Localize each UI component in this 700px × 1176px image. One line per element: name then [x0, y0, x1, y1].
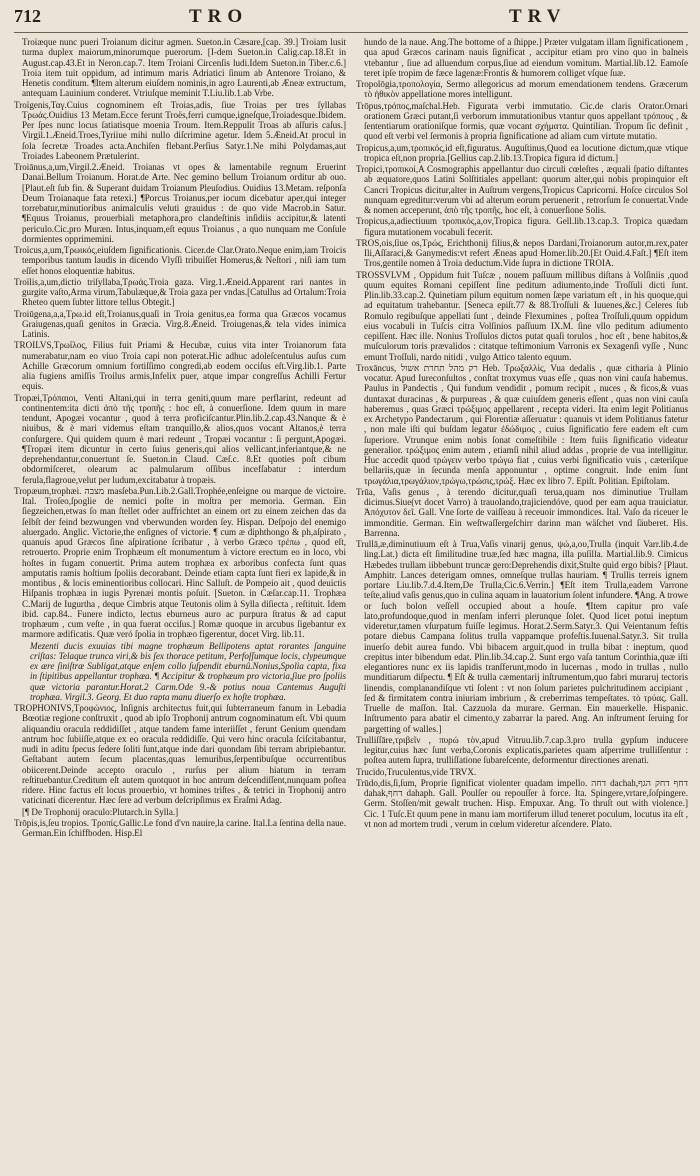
dictionary-entry: Tropæi,Τρόπαιοι, Venti Altani,qui in terra geniti,quum mare perflarint, redeunt ad continentem:ita dicti ἀπὸ τῆς τροπῆς : hoc eſt, à conuerſione. Idem quum in mare tendunt, Apogæi vocantur , quod à terra proficiſcantur.Plin.lib.2.cap.43.Nanque & è niuibus, & è mari videmus eſtam tranquillo,& alios,quos vocant Altanos,è terra conſurgere. Qui quidem quum è mari redeunt , Tropæi vocantur : ſi pergunt,Apogæi. ¶Tropæi item dicuntur in certo ſuius generis,qui alios vellicant,inferiantque,& ne deprehendantur,conuertunt ſe. Sueton.in Claud. Cæſ.c. 8.Et quoties poſt cibum obdormiſceret, olearum ac palmularum oſſibus incefſabatur : interdum ferula,flagroue,velut per ludum,excitabatur à tropæis.: [14, 392, 346, 485]
dictionary-entry: Troïlis,a,um,dictio triſyllaba,Τρωάς.Troia gaza. Virg.1.Æneid.Apparent rari nantes in gurgite vaſto,Arma virum,Tabulæque,& Troia gaza per vndas.[Catullus ad Ortalum:Troia Rheteo quem ſubter littore tellus Obtegit.]: [14, 276, 346, 308]
dictionary-entry: Troiānus,a,um,Virgil.2.Æneid. Troianas vt opes & lamentabile regnum Eruerint Danai.Bellum Troianum. Horat.de Arte. Nec gemino bellum Troianum orditur ab ouo. [Plaut.eſt ſub fin. & Superant duidam Troianum Pleuſodius. Ouidius 13.Metam. reſponſa Deum Troianaque fata retexi.] ¶Porcus Troianus,per iocum dicebatur aper,qui integer torrebatur,minutioribus animalculis veluti grauidus : de quo vide Macrob.in Satur. ¶Equus Troianus, prouerbiali metaphora,pro clandeſtinis inſidiis accipitur,& latenti periculo.Cic.pro Muræn. Intus,inquam,eſt equus Troianus , a quo nunquam me Conſule dormientes opprimemini.: [14, 162, 346, 244]
dictionary-entry: Trōpus,τρόπος,maſchal.Heb. Figurata verbi immutatio. Cic.de claris Orator.Ornari orationem Græci putant,ſi verborum immutationibus vtantur quos appellant τρόπους , & ſententiarum orationiſque formis, quæ vocant σχήματα. Quintilian. Tropum ſic definit , quod eſt verbi vel ſermonis à propria ſignificatione ad aliam cum virtute mutatio.: [356, 100, 688, 142]
dictionary-entry: Trūdo,dis,ſi,ſum, Proprie ſignificat violenter quadam impello. דחה dachah,דחף דחק הגף dahak,דחף dahaph. Gall. Poulſer ou repouſſer à force. Ita. Spingere,vrtare,ſoſpingere. Germ. Stoſſen/mit gewalt truchen. Hisp. Empuxar. Ang. To thruſt out with violence.] Cic. 1 Tuſc.Et quum pene in manu iam mortiferum illud teneret poculum, locutus ita eſt , vt non ad mortem trudi , verum in cœlum videretur aſcendere. Plato.: [356, 777, 688, 829]
dictionary-entry: Troiæque nunc pueri Troianum dicitur agmen. Sueton.in Cæsare,[cap. 39.] Troiam lusit turma duplex maiorum,minorumque puerorum. [I-dem Sueton.in Calig.cap.18.Et in August.cap.43.Et in Neron.cap.7. Item Troiani Circenſis ludi.Idem Sueton.in Tiber.c.6.] Troia item tuit oppidum, ad intimum maris Adriatici ſinum ab Antenore Troiano, & Henetis conditum. ¶Item alterum eiuſdem nominis,in agro Laurenti,ab Æneæ extructum, antequam Lauinium conderet. Vtriuſque meminit T.Liu.lib.1.ab Vrbe.: [22, 37, 346, 99]
dictionary-entry: Tropicus,a,adiectiuum τροπικός,a,ον,Tropica figura. Gell.lib.13.cap.3. Tropica quædam figura mutationem vocabuli fecerit.: [356, 216, 688, 237]
dictionary-entry: [¶ De Trophonij oraculo:Plutarch.in Sylla.]: [22, 806, 179, 817]
dictionary-entry: TROPHONIVS,Τροφώνιος, Inſignis architectus fuit,qui ſubterraneum fanum in Lebadia Bœotiæ regione conſtruxit , quod ab ipſo Trophonij antrum cognominatum eſt. Vbi quum aliquandiu oracula reddidiſſet , atque tandem fame interiiſſet , ferunt Genium quendam antrum hoc ſubiiſſe,atque ex eo oracula reddidiſſe. Qui vero hinc oracula ſciſcitabantur, nudi in aditu ſpecus ſedere ſoliti ſunt,atque inde dari quondam ſibi terram abripiebantur. Geſtabant autem ſecum placentas,quas lemuribus,ſerpentibuſque occurrentibus obiicerent.Deinde accepto oraculo , rurſus per alium hiatum in terram reſtituebantur.Creditum eſt autem quotquot in hoc antrum deſcendiſſent,nunquam poſtea ridere. Hinc factus eſt locus prouerbio, vt homines triſtes , & tetrici in Trophonij antro vaticinati dicerentur. Hæc ſere ad verbum deſcripſimus ex Eraſmi Adag.: [14, 703, 346, 806]
dictionary-entry: Trucido,Truculentus,vide TRVX.: [356, 766, 477, 777]
verse-quotation: Mezenti ducis exuuias tibi magne trophæum Bellipotens aptat rorantes ſanguine criſtas: Telaque trunca viri,& bis ſex thorace petitum, Perfoſſumque locis, clypeumque ex ære ſiniſtræ Subligat,atque enſem collo ſuſpendit eburnû.Nonius,Spolia capta, fixa in ſtipitibus appellantur trophæa. ¶ Accipitur & trophæum pro victoria,ſiue pro ſpoliis quæ victoria parantur.Horat.2 Carm.Ode 9.-& potius noua Cantemus Auguſti trophæa. Virgil.3. Georg. Et duo rapta manu diuerſo ex hoſte trophæa.: [30, 640, 346, 702]
dictionary-entry: Troïcus,a,um,Τρωικός,eiuſdem ſignificationis. Cicer.de Clar.Orato.Neque enim,iam Troicis temporibus tantum laudis in dicendo Vlyſſi tribuiſſet Homerus,& Neſtori , niſi iam tum eſſet honos eloquentiæ habitus.: [14, 245, 346, 276]
dictionary-entry: Trullā,æ,diminutiuum eſt à Trua,Vaſis vinarij genus, ψώ,a,ου,Trulla (inquit Varr.lib.4.de ling.Lat.) dicta eſt ſimilitudine truæ,ſed hæc magna, illa puſilla. Martial.lib.9. Cimicus Hæbedes trullam iibbebunt truncæ gero:Deprehendis dixit,Stulte quid ergo bibis? [Plaut. Amphitr. Lances deterigam omnes, omneſque trullas hauriam. ¶ Trullis terreis ignem portare Liu.lib.7.d.4.Item,De Trulla,Cic.6.Verrin.] ¶Eſt item Trulla,eadem Varrone teſte,aliud vaſis genus,quo in culina aquam in lauatorium ſolent infundere. ¶Ang. A trowe or ſuch bolon veſſell occupied about a houſe. ¶Item capitur pro vaſe lato,profundoque,quod in menſam inferri plerunque ſolet. Quod licet potui ineptum videretur,tamen vſurpatum fuiſſe legimus. Horat.2.Serm.Satyr.3. Qui Veientanum feſtis potare diebus Campana ſolitus trulla vappamque profeſtis.Iuuenal.Satyr.3. Sit trulla inuerſo debit aurea fundo. Vbi bibacem arguit,quod in trulla bibat : ineptum, quod crepitus inter bibendum edat. Plin.lib.34.cap.2. Sunt ergo vaſa tantum Corinthia,quæ iſti elegantiores nunc ex iis lapidis tranſferunt,modo in lucernas , modo in trullas , nullo munditiarum diſpectu. ¶ Eſt & trulla cæmentarij inſtrumentum,quo fabri muraruj tectoris linendis, complanandiſque vti ſolent : vt non ſolum parietes pulchritudinem accipiant , ſed & firmitatem contra iniuriam imbrium , & creberrimas tempeſtates. τὸ τρύας. Gall. Truelle de maſſon. Ital. Cazzuola da murare. German. Ein mauerkelle. Hispanic. Inſtrumento para abatir el cimento,y zabarrar la pared. Ang. An inſtrument ſeruing for pargetting of walles.]: [356, 539, 688, 734]
dictionary-entry: Tropolōgia,τροπολογία, Sermo allegoricus ad morum emendationem tendens. Græcerum τὸ ἠθικὸν appellatione mores intelligunt.: [356, 79, 688, 100]
running-head-left: TRO: [189, 6, 249, 27]
dictionary-entry: TROSSVLVM , Oppidum fuit Tuſcæ , nouem paſſuum millibus diſtans à Volſiniis ,quod quum equites Romani cepiſſent ſine peditum adiumento,inde Troſſuli dicti ſunt. Plin.lib.33.cap.2. Quinetiam pilum equitum nomen ſæpe variatum eſt , in his quoque,qui ad equitatum trahebantur. [Seneca epiſt.77 & 88.Troſſuli & Iuuenes,&c.] Celeres ſub Romulo regibuſque appellati ſunt , deinde Flexumines , poſtea Troſſuli,quum oppidum eius vocabuli in Tuſcis citra Volſinios paſſuum IX.M. ſine vllo peditum adiumento cepiſſent. Hæc ille. Nonius Troſſulos dictos putat quaſi torulos , hoc eſt , bene habitos,& muſculorum toris prævalidos : citatque teſtimonium Varronis ex Sexagenſi vyſſe , Nunc emunt Troſſuli, nardo nitidi , vulgo Attico talento equum.: [356, 269, 688, 362]
dictionary-entry: hundo de la naue. Ang.The bottome of a ſhippe.] Præter vulgatam illam ſignificationem , qua apud Græcos carinam nauis ſignificat , accipitur etiam pro vino quo in balneis vtebantur , ſiue ad alluendum corpus,ſiue ad eiendum vomitum. Martial.lib.12. Eamoſe teret ipſe tropim de fæce lagenæ:Frontis & humorem colliget vſque ſuæ.: [364, 37, 688, 78]
running-head-right: TRV: [509, 6, 567, 27]
dictionary-entry: Trūa, Vaſis genus , à terendo dicitur,quaſi terua,quam nos diminutiue Trullam dicimus.Siue(vt docet Varro) à trauolando,trajiciendóve, quod per eam aqua trauiciatur. Ἀπόχυτον δεῖ. Gall. Vne ſorte de vaiſſeau à receuoir immondices. Ital. Vaſo da riceuer le immonditie. German. Ein weſtwaſſergeſchirr darinn man wäſchet vnd ſäuberet. His. Barrenna.: [356, 486, 688, 538]
text-columns: [14, 37, 688, 1175]
dictionary-entry: Tropici,τροπικοί,A Cosmographis appellantur duo circuli cœleſtes , æquali ſpatio diſtantes ab æquatore,quos Latini Solſtitiales appellant: quorum alter,qui nobis propinquior eſt Cancri Tropicus dicitur,alter in Auſtrum vergens,Tropicus Capricorni. Hoſce circulos Sol nunquam egreditur:verum vbi ad alterum eorum peruenerit , retrorſum ſe conuertat.Vnde & nomen acceperunt, ἀπὸ τῆς τροπῆς, hoc eſt, à conuerſione Solis.: [356, 164, 688, 215]
left-column: [14, 37, 346, 1175]
dictionary-entry: TROS,ois,ſiue os,Τρώς, Erichthonij filius,& nepos Dardani,Troianorum autor,m.rex,pater Ili,Aſſaraci,& Ganymedis:vt refert Æneas apud Homer.lib.20.[Et Ouid.4.Faſt.] ¶Eſt item Tros,gentile nomen à Troia deductum.Vide ſupra in dictione TROIA.: [356, 237, 688, 269]
page-header: [14, 6, 688, 33]
dictionary-entry: Troiūgena,a,a,Τρω.id eſt,Troianus,quaſi in Troia genitus,ea forma qua Græcos vocamus Graiugenas,quaſi genitos in Græcia. Virg.8.Æneid. Troiugenas,& tela vides inimica Latinis.: [14, 308, 346, 339]
right-column: [356, 37, 688, 1175]
dictionary-entry: TROILVS,Τρωΐλος, Filius fuit Priami & Hecubæ, cuius vita inter Troianorum fata numerabatur,nam eo viuo Troia capi non poterat.Hic adhuc adoleſcentulus auſus cum Achille Græcorum omnium fortiſſimo congredi,ab eodem occiſus eſt.Virg.lib.1. Parte alia fugiens amiſſis Troilus armis,Infelix puer, atque impar congreſſus Achilli Fertur equis.: [14, 340, 346, 392]
dictionary-entry: Tropæum,trophæi. מצבה masſeba.Pun.Lib.2.Gall.Trophée,enſeigne ou marque de victoire. Ital. Troſeo,ſpoglie de nemici poſte in moſtra per memoria. German. Ein ſiegzeichen,etwas ſo man ſtellet oder auffrichtet an einem ort zu einem zeichen das da ſelbſt der feind bezwungen vnd vberwunden worden ſey. Hispan. Deſpojo del enemigo aluergado. Anglic. Victorie,the enſignes of victorie. ¶ cum æ diphthongo & ph,aſpirato , quanuis apud Græcos ſine aſpiratione ſcribatur , à verbo Græco τρέπω , quod eſt, retrouerto. Proprie enim Trophæum eſt monumentum à victore erectum eo in loco, vbi hoſtes in fugam conuertit. Prima autem trophæa ex arboribus confecta ſunt quas amputatis ramis hoſtium ſpoliis decorabant. Deinde etiam capta ſunt fieri ex lapide,& in montibus , & locis eminentioribus collocari. Hinc Salluſt. de Pompeio ait , quod deuictis Hiſpanis trophæa in iugis Pyrenæi montis poſuit. [Sueton. in Cæſar.cap.11. Trophæa C.Marij de Iugurtha , deque Cimbris atque Teutonis olim à Sylla diſiecta , reſtituit. Idem ibid. cap.84.. Funere indicto, lectus eburneus auro ac purpura ſtratus & ad caput trophæum , cum veſte , in qua fuerat occiſus.] Romæ quoque in arcubus ſigebantur ex marmore ædificatis. Quæ veró ſpolia in trophæo figerentur, docet Virg. lib.11.: [14, 485, 346, 640]
page-number: 712: [14, 6, 41, 26]
dictionary-entry: Trōpis,is,ſeu tropios. Τροπίς.Gallic.Le fond d'vn nauire,la carine. Ital.La ſentina della naue. German.Ein ſchiffboden. Hisp.El: [14, 817, 346, 838]
dictionary-entry: Tropicus,a,um,τροπικός,id eſt,figuratus. Auguſtinus,Quod ea locutione dictum,quæ vtique tropica eſt,non propria.[Gellius cap.2.lib.13.Tropica figura id dictum.]: [356, 142, 688, 163]
dictionary-entry: Troxāncus, רק מהל תחרת אשול Heb. Τρωξαλλὶς, Vua dedalis , quæ citharia à Plinio vocatur. Apud Iureconſultos , conſtat troxymus vuas eſſe , quas non vini cauſa habemus. Paulus in Pandectis , Qui fundum vendidit , pomum recipit , nuces , & ficos,& vuas duntaxat duracinas , & purpureas , & quæ cuiuſdem generis eſſent , quas non vini cauſa haberemus , quas Græci τρώξιμος appellarent , recepta videri. Ita enim legit Politianus ex Archetypo Pandectarum , qui Florentiæ aſſeruatur : quanuis vt idem Politianus fatetur , non male iſti qui buſdam legatur ἐδώδιμος , cuius ſignificatio fere eadem eſt cum ſuperiore. Vtrunque enim nobis ſonat comeſtibile : Item fuiis ſignificatio videatur generalior. τρώξιμος enim autem , etiamſi nihil aliud addas , proprie de vua intelligitur. Huc accedit quod τρώγειν verbo τρώγω fiat , cuius verbi ſignificatio vuis , cæteriſque bellariis,quæ in ſecunda menſa apponuntur , optime congruit. Inde enim ſunt τρωγάλια,τρωγάλιον,τρώγω,τρώσις,τρώξ. Hæc ex libro 7. Epiſt. Politian. Epiſtolam.: [356, 362, 688, 486]
dictionary-entry: Trulliſſāre,τριβεῖν , πυρώ τὸν,apud Vitruu.lib.7.cap.3.pro trulla gypſum inducere legitur,cuius hæc ſunt verba,Coronis explicatis,parietes quam aſperrime trulliſſentur : poſtea autem ſupra, trulliſſatione ſubareſcente, deformentur directiones arenati.: [356, 734, 688, 766]
dictionary-entry: Troïgenis,Ταγ.Cuius cognominem eſt Troias,adis, ſiue Troias per tres ſyllabas Τρωάς.Ouidius 13 Metam.Ecce ferunt Troës,ferri cumque,igneſque,Troiadesque.Ibidem. Per ſpes nunc locus ſatiatisque moenia Troum. Item.Reppulit Troas ab aſſuris caſus.] Virgil.1.Æneid.Troes,Tyriiue mihi nullo diſcrimine agetur. Idem 5.Æneid.At procul in ſola ſecretæ Troades acta.Anchiſen flebant.Perſius Satyr.1.Ne mihi Polydamas,aut Troiades Labeonem Prætulerint.: [14, 99, 346, 161]
